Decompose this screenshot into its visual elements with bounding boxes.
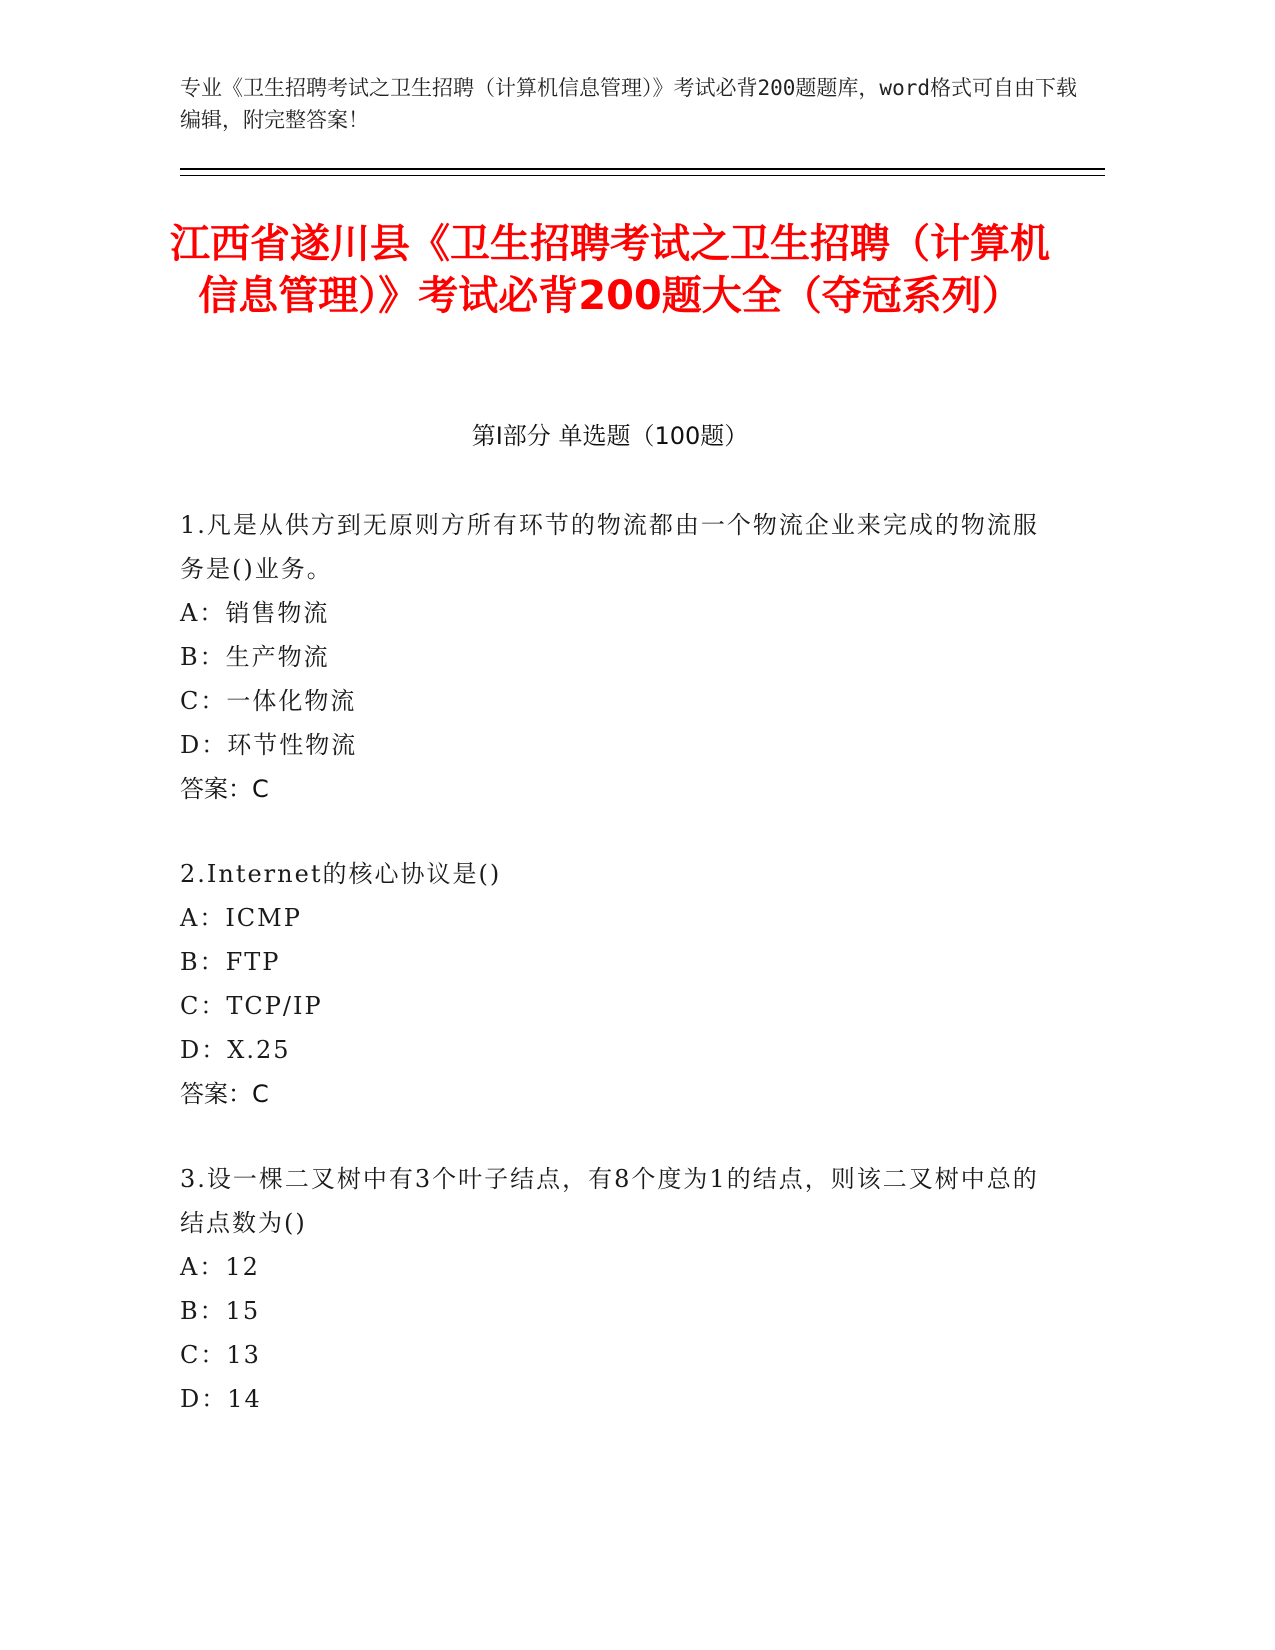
question-1: [180, 503, 1040, 811]
question-2: [180, 852, 1040, 1116]
option-a: A：ICMP: [180, 904, 302, 932]
option-b: B：FTP: [180, 948, 281, 976]
answer: 答案：C: [180, 1080, 269, 1108]
question-text: 1.凡是从供方到无原则方所有环节的物流都由一个物流企业来完成的物流服务是()业务。: [180, 511, 1039, 583]
option-d: D：X.25: [180, 1036, 291, 1064]
option-a: A：销售物流: [180, 599, 330, 627]
option-c: C：一体化物流: [180, 687, 357, 715]
header-rule-thick: [180, 168, 1105, 170]
option-b: B：15: [180, 1297, 261, 1325]
option-d: D：环节性物流: [180, 731, 358, 759]
header-note: 专业《卫生招聘考试之卫生招聘（计算机信息管理）》考试必背200题题库，word格式可自由下载编辑，附完整答案！: [180, 76, 1077, 132]
section-heading: 第I部分 单选题（100题）: [471, 422, 749, 450]
header-rule-thin: [180, 175, 1105, 176]
option-a: A：12: [180, 1253, 260, 1281]
option-d: D：14: [180, 1385, 262, 1413]
document-title: 江西省遂川县《卫生招聘考试之卫生招聘（计算机信息管理）》考试必背200题大全（夺冠系列）: [170, 221, 1050, 319]
question-3: [180, 1157, 1040, 1421]
question-text: 2.Internet的核心协议是(): [180, 860, 502, 888]
answer: 答案：C: [180, 775, 269, 803]
option-b: B：生产物流: [180, 643, 330, 671]
question-text: 3.设一棵二叉树中有3个叶子结点，有8个度为1的结点，则该二叉树中总的结点数为(): [180, 1165, 1039, 1237]
option-c: C：13: [180, 1341, 261, 1369]
option-c: C：TCP/IP: [180, 992, 323, 1020]
